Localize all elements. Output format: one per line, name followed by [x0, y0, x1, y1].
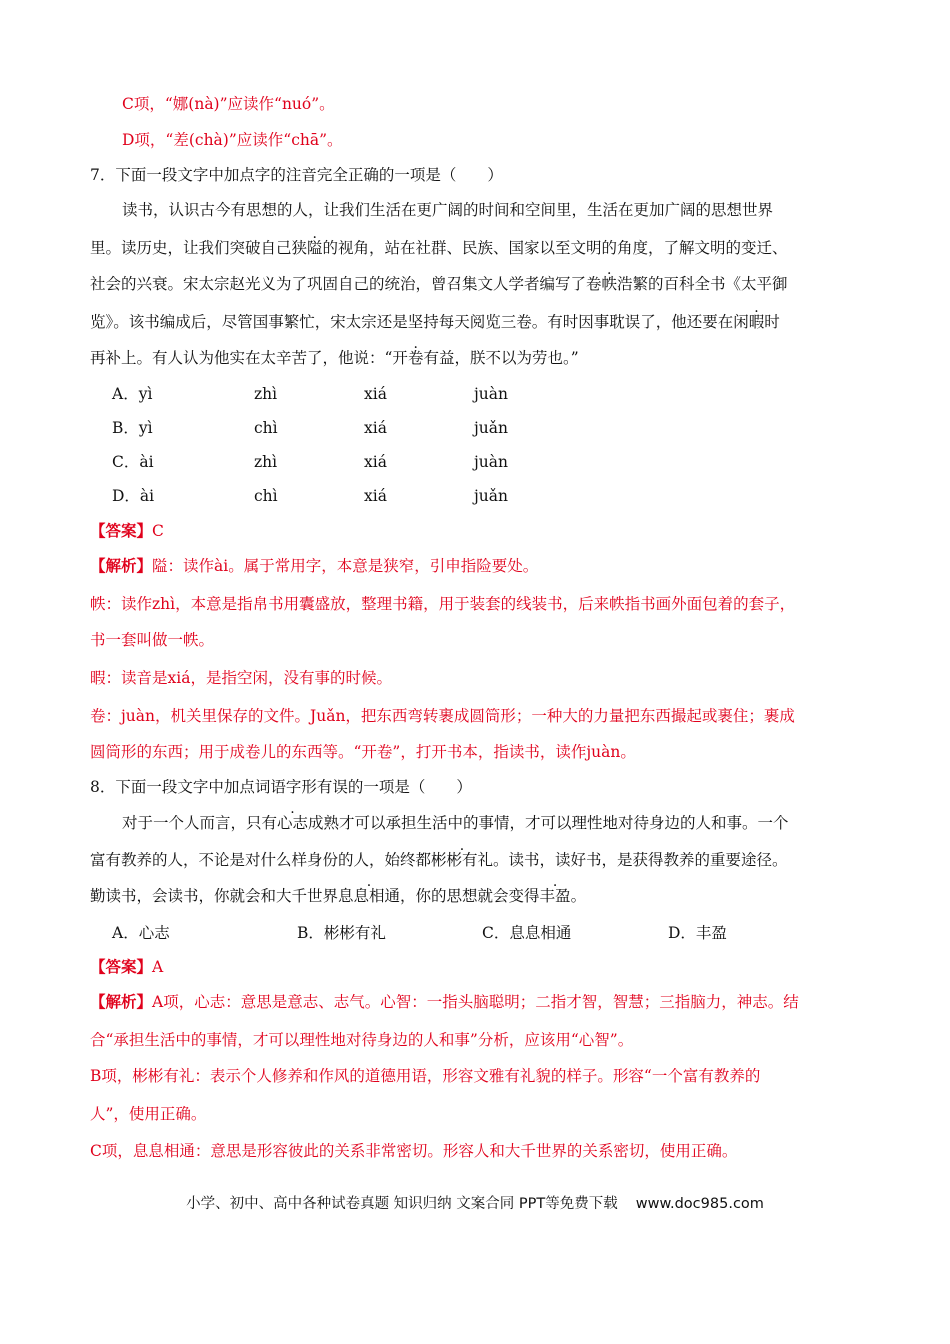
q8-stem: 8．下面一段文字中加点词语字形有误的一项是（ ） — [90, 778, 472, 796]
dotted-char: 帙 — [601, 275, 618, 293]
dotted-word: 心志 — [277, 814, 309, 832]
option-label: C．ài — [112, 453, 154, 471]
option-label: B．yì — [112, 419, 153, 437]
option-pinyin: zhì — [254, 385, 278, 403]
q7-passage-line: 里。读历史，让我们突破自己狭隘的视角，站在社群、民族、国家以至文明的角度，了解文明的变迁、 — [90, 239, 788, 257]
q8-analysis-line: B项，彬彬有礼：表示个人修养和作风的道德用语，形容文雅有礼貌的样子。形容“一个富有教养的 — [90, 1067, 761, 1085]
q8-passage-line: 富有教养的人，不论是对什么样身份的人，始终都彬彬有礼。读书，读好书，是获得教养的重要途径。 — [90, 851, 788, 869]
q7-passage-line: 览》。该书编成后，尽管国事繁忙，宋太宗还是坚持每天阅览三卷。有时因事耽误了，他还要在闲暇时 — [90, 313, 780, 331]
q8-option-c[interactable]: C．息息相通 — [482, 924, 572, 942]
q7-passage-line: 社会的兴衰。宋太宗赵光义为了巩固自己的统治，曾召集文人学者编写了卷帙浩繁的百科全书《太平御 — [90, 275, 788, 293]
q7-analysis-line: 暇：读音是xiá，是指空闲，没有事的时候。 — [90, 669, 392, 687]
dotted-word: 息息相通 — [338, 887, 401, 905]
q8-analysis: 【解析】A项，心志：意思是意志、志气。心智：一指头脑聪明；二指才智，智慧；三指脑力，神志。结 — [90, 992, 799, 1011]
option-pinyin: xiá — [364, 453, 387, 471]
option-pinyin: chì — [254, 419, 278, 437]
q7-analysis-line: 帙：读作zhì，本意是指帛书用囊盛放，整理书籍，用于装套的线装书，后来帙指书画外面包着的套子， — [90, 595, 796, 613]
dotted-word: 彬彬有礼 — [431, 851, 494, 869]
dotted-char: 暇 — [748, 313, 765, 331]
option-pinyin: xiá — [364, 385, 387, 403]
q6-option-d-explanation: D项，“差(chà)”应读作“chā”。 — [122, 131, 343, 149]
option-pinyin: juàn — [474, 453, 509, 471]
option-pinyin: juàn — [474, 385, 509, 403]
q7-answer: 【答案】C — [90, 521, 164, 540]
option-label: D．ài — [112, 487, 155, 505]
q7-passage-line: 读书，认识古今有思想的人，让我们生活在更广阔的时间和空间里，生活在更加广阔的思想世界 — [122, 201, 774, 219]
q7-analysis-line: 圆筒形的东西；用于成卷儿的东西等。“开卷”，打开书本，指读书，读作juàn。 — [90, 743, 636, 761]
q8-passage-line: 勤读书，会读书，你就会和大千世界息息相通，你的思想就会变得丰盈。 — [90, 887, 587, 905]
q8-option-d[interactable]: D．丰盈 — [668, 924, 727, 942]
footer-text: 小学、初中、高中各种试卷真题 知识归纳 文案合同 PPT等免费下载 — [186, 1196, 618, 1212]
footer-url[interactable]: www.doc985.com — [635, 1196, 764, 1212]
dotted-char: 卷 — [407, 349, 424, 367]
q8-analysis-line: 合“承担生活中的事情，才可以理性地对待身边的人和事”分析，应该用“心智”。 — [90, 1031, 634, 1049]
q6-option-c-explanation: C项，“娜(nà)”应读作“nuó”。 — [122, 95, 335, 113]
q8-option-b[interactable]: B．彬彬有礼 — [297, 924, 386, 942]
q7-analysis-line: 卷：juàn，机关里保存的文件。Juǎn，把东西弯转裹成圆筒形；一种大的力量把东西撮起或裹住；裹成 — [90, 707, 795, 725]
dotted-word: 丰盈 — [539, 887, 571, 905]
q8-analysis-line: 人”，使用正确。 — [90, 1105, 207, 1123]
dotted-char: 隘 — [307, 239, 323, 257]
q7-analysis: 【解析】隘：读作ài。属于常用字，本意是狭窄，引申指险要处。 — [90, 556, 539, 575]
q8-passage-line: 对于一个人而言，只有心志成熟才可以承担生活中的事情，才可以理性地对待身边的人和事。一个 — [122, 814, 789, 832]
page-footer — [0, 1192, 950, 1213]
q7-analysis-line: 书一套叫做一帙。 — [90, 631, 215, 649]
option-pinyin: xiá — [364, 487, 387, 505]
q8-answer: 【答案】A — [90, 957, 164, 976]
option-pinyin: zhì — [254, 453, 278, 471]
option-label: A．yì — [112, 385, 153, 403]
option-pinyin: juǎn — [474, 487, 509, 505]
q7-stem: 7．下面一段文字中加点字的注音完全正确的一项是（ ） — [90, 166, 503, 184]
option-pinyin: chì — [254, 487, 278, 505]
q8-option-a[interactable]: A．心志 — [112, 924, 170, 942]
q7-passage-line: 再补上。有人认为他实在太辛苦了，他说：“开卷有益，朕不以为劳也。” — [90, 349, 579, 367]
option-pinyin: xiá — [364, 419, 387, 437]
q8-analysis-line: C项，息息相通：意思是形容彼此的关系非常密切。形容人和大千世界的关系密切，使用正确。 — [90, 1142, 738, 1160]
option-pinyin: juǎn — [474, 419, 509, 437]
